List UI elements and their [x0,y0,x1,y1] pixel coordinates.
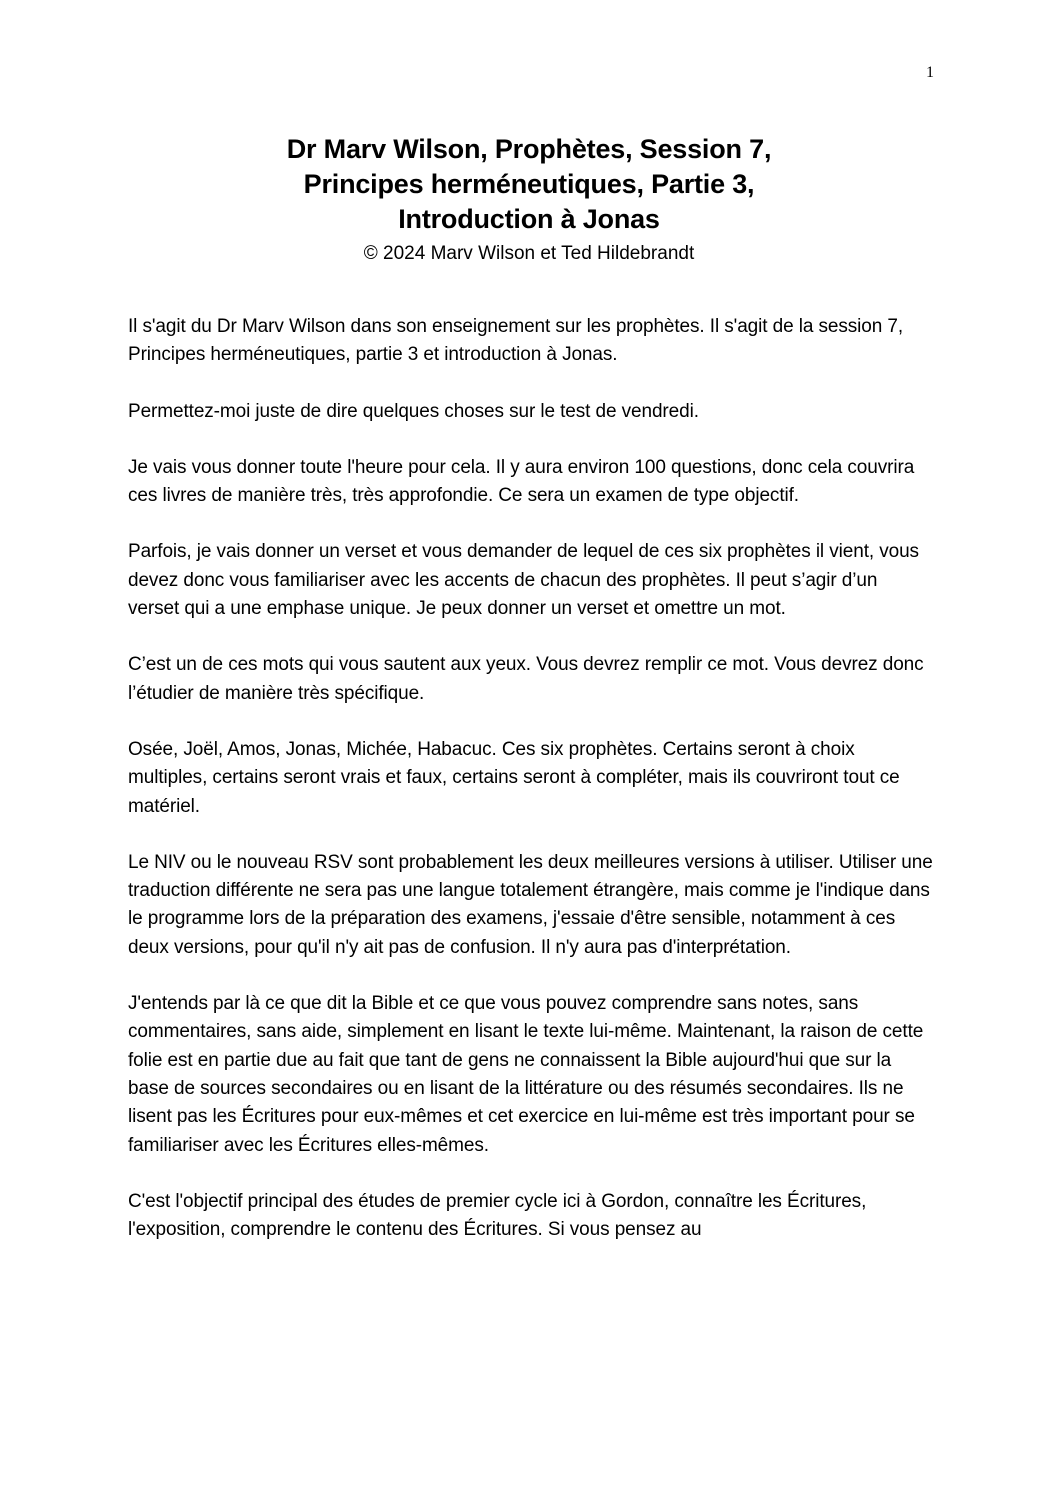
document-header [128,132,930,267]
title-line-3: Introduction à Jonas [398,204,660,234]
paragraph-7: Le NIV ou le nouveau RSV sont probablement les deux meilleures versions à utiliser. Utiliser une traduction différente ne sera pas une langue totalement étrangère, mais comme je l'indique dans le programme lors de la préparation des examens, j'essaie d'être sensible, notamment à ces deux versions, pour qu'il n'y ait pas de confusion. Il n'y aura pas d'interprétation. [128,851,933,958]
document-body [128,313,933,1272]
paragraph-1: Il s'agit du Dr Marv Wilson dans son enseignement sur les prophètes. Il s'agit de la session 7, Principes herméneutiques, partie 3 et introduction à Jonas. [128,316,904,366]
paragraph-8: J'entends par là ce que dit la Bible et ce que vous pouvez comprendre sans notes, sans commentaires, sans aide, simplement en lisant le texte lui-même. Maintenant, la raison de cette folie est en partie due au fait que tant de gens ne connaissent la Bible aujourd'hui que sur la base de sources secondaires ou en lisant de la littérature ou des résumés secondaires. Ils ne lisent pas les Écritures pour eux-mêmes et cet exercice en lui-même est très important pour se familiariser avec les Écritures elles-mêmes. [128,993,924,1156]
paragraph-2: Permettez-moi juste de dire quelques choses sur le test de vendredi. [128,400,699,422]
title-line-1: Dr Marv Wilson, Prophètes, Session 7, [286,134,772,164]
title-line-2: Principes herméneutiques, Partie 3, [303,169,755,199]
paragraph-4: Parfois, je vais donner un verset et vous demander de lequel de ces six prophètes il vient, vous devez donc vous familiariser avec les accents de chacun des prophètes. Il peut s’agir d’un verset qui a une emphase unique. Je peux donner un verset et omettre un mot. [128,541,919,620]
copyright-notice: © 2024 Marv Wilson et Ted Hildebrandt [363,243,695,264]
paragraph-9: C'est l'objectif principal des études de premier cycle ici à Gordon, connaître les Écritures, l'exposition, comprendre le contenu des Écritures. Si vous pensez au [128,1190,867,1241]
paragraph-3: Je vais vous donner toute l'heure pour cela. Il y aura environ 100 questions, donc cela couvrira ces livres de manière très, très approfondie. Ce sera un examen de type objectif. [128,456,915,507]
paragraph-6: Osée, Joël, Amos, Jonas, Michée, Habacuc. Ces six prophètes. Certains seront à choix multiples, certains seront vrais et faux, certains seront à compléter, mais ils couvriront tout ce matériel. [128,738,900,817]
page-number: 1 [926,64,934,81]
paragraph-5: C’est un de ces mots qui vous sautent aux yeux. Vous devrez remplir ce mot. Vous devrez donc l’étudier de manière très spécifique. [128,654,924,704]
